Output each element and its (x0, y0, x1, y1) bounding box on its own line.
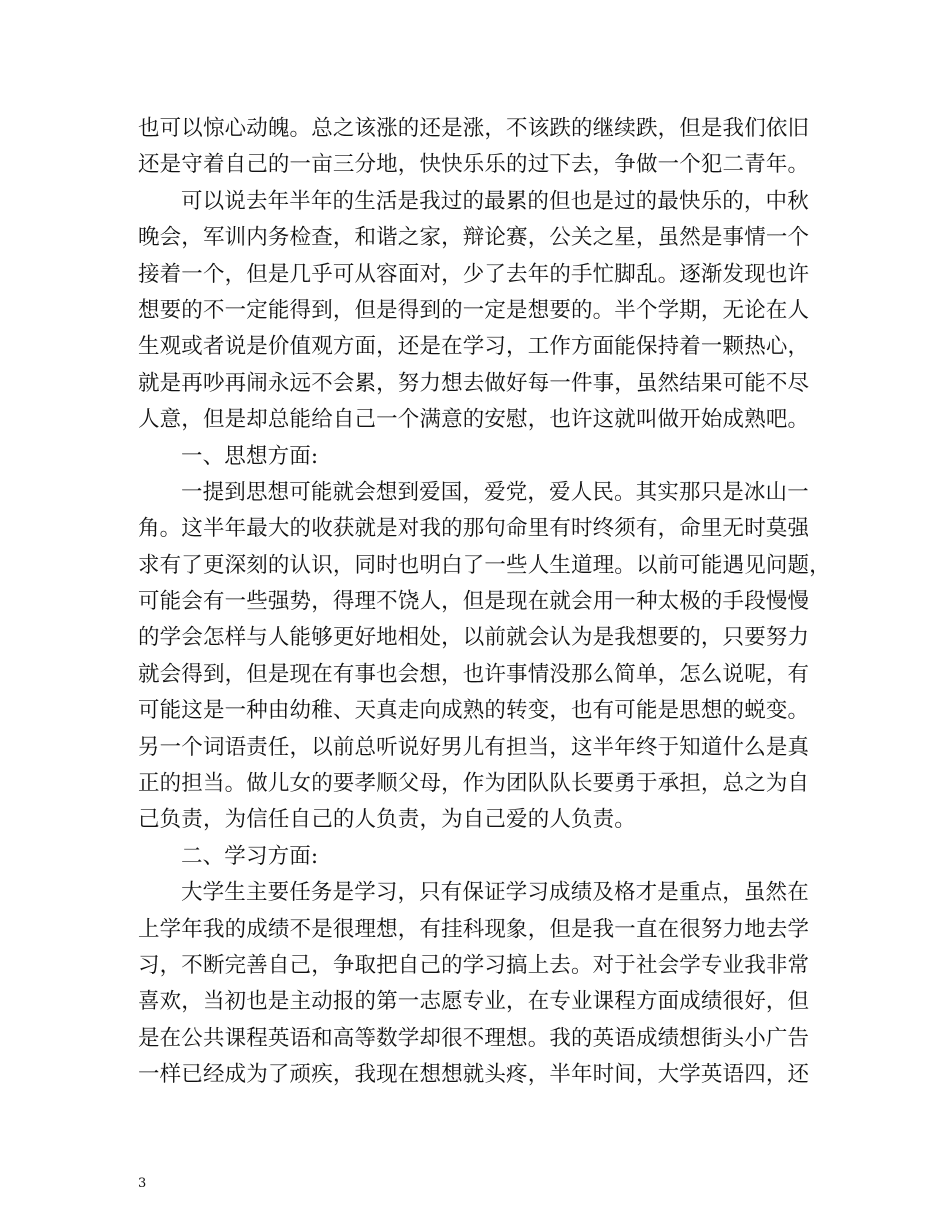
text-line: 一样已经成为了顽疾，我现在想想就头疼，半年时间，大学英语四，还 (138, 1062, 810, 1088)
text-line: 喜欢，当初也是主动报的第一志愿专业，在专业课程方面成绩很好，但 (138, 989, 810, 1015)
text-line: 己负责，为信任自己的人负责，为自己爱的人负责。 (138, 807, 636, 833)
text-line: 角。这半年最大的收获就是对我的那句命里有时终须有，命里无时莫强 (138, 516, 810, 542)
text-line: 可能会有一些强势，得理不饶人，但是现在就会用一种太极的手段慢慢 (138, 589, 810, 615)
text-line: 还是守着自己的一亩三分地，快快乐乐的过下去，争做一个犯二青年。 (138, 152, 810, 178)
text-line: 习，不断完善自己，争取把自己的学习搞上去。对于社会学专业我非常 (138, 952, 810, 978)
text-line: 一、思想方面: (181, 443, 319, 469)
body-text (138, 111, 831, 1094)
text-line: 人意，但是却总能给自己一个满意的安慰，也许这就叫做开始成熟吧。 (138, 407, 810, 433)
text-line: 就会得到，但是现在有事也会想，也许事情没那么简单，怎么说呢，有 (138, 661, 810, 687)
text-line: 正的担当。做儿女的要孝顺父母，作为团队队长要勇于承担，总之为自 (138, 771, 810, 797)
text-line: 晚会，军训内务检查，和谐之家，辩论赛，公关之星，虽然是事情一个 (138, 225, 810, 251)
text-line: 接着一个，但是几乎可从容面对，少了去年的手忙脚乱。逐渐发现也许 (138, 261, 810, 287)
text-line: 求有了更深刻的认识，同时也明白了一些人生道理。以前可能遇见问题， (138, 552, 831, 578)
text-line: 上学年我的成绩不是很理想，有挂科现象，但是我一直在很努力地去学 (138, 916, 810, 942)
text-line: 大学生主要任务是学习，只有保证学习成绩及格才是重点，虽然在 (181, 880, 809, 906)
text-line: 的学会怎样与人能够更好地相处，以前就会认为是我想要的，只要努力 (138, 625, 810, 651)
text-line: 就是再吵再闹永远不会累，努力想去做好每一件事，虽然结果可能不尽 (138, 370, 810, 396)
page-number: 3 (138, 1176, 147, 1191)
text-line: 一提到思想可能就会想到爱国，爱党，爱人民。其实那只是冰山一 (181, 479, 809, 505)
text-line: 可能这是一种由幼稚、天真走向成熟的转变，也有可能是思想的蜕变。 (138, 698, 810, 724)
text-line: 另一个词语责任，以前总听说好男儿有担当，这半年终于知道什么是真 (138, 734, 810, 760)
text-line: 可以说去年半年的生活是我过的最累的但也是过的最快乐的，中秋 (181, 188, 809, 214)
text-line: 也可以惊心动魄。总之该涨的还是涨，不该跌的继续跌，但是我们依旧 (138, 116, 810, 141)
text-line: 二、学习方面: (181, 843, 319, 869)
text-line: 生观或者说是价值观方面，还是在学习，工作方面能保持着一颗热心， (138, 334, 810, 360)
text-line: 想要的不一定能得到，但是得到的一定是想要的。半个学期，无论在人 (138, 297, 810, 323)
text-line: 是在公共课程英语和高等数学却很不理想。我的英语成绩想街头小广告 (138, 1025, 810, 1051)
